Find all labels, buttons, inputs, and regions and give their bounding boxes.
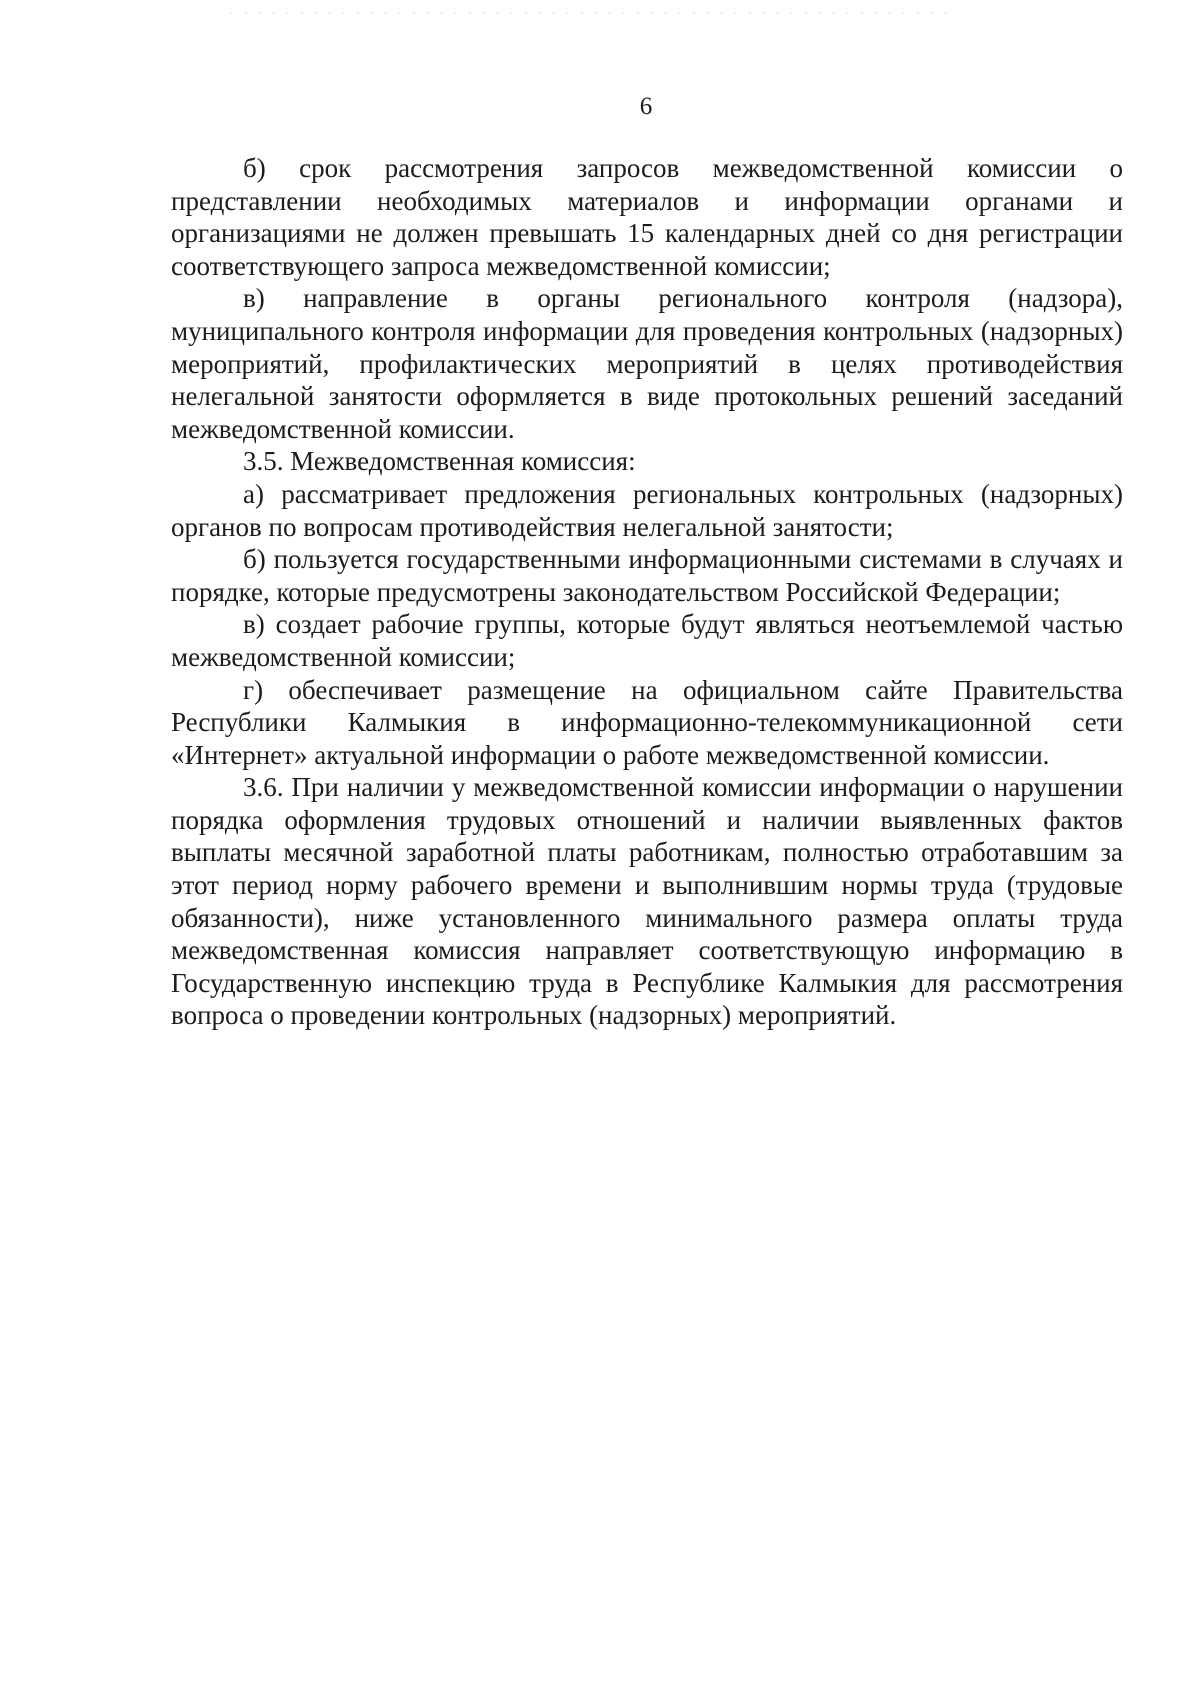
scan-edge-artifact — [230, 12, 950, 14]
page-number: 6 — [639, 93, 653, 120]
paragraph-3-4-b: б) срок рассмотрения запросов межведомственной комиссии о представлении необходимых материалов и информации органами и организациями не должен превышать 15 календарных дней со дня регистрации соответствующего запроса межведомственной комиссии; — [171, 153, 1123, 281]
paragraph-3-5-v: в) создает рабочие группы, которые будут являться неотъемлемой частью межведомственной комиссии; — [171, 609, 1123, 672]
paragraph-3-5-g: г) обеспечивает размещение на официальном сайте Правительства Республики Калмыкия в информационно-телекоммуникационной сети «Интернет» актуальной информации о работе межведомственной комиссии. — [171, 674, 1123, 770]
paragraph-3-4-v: в) направление в органы регионального контроля (надзора), муниципального контроля информации для проведения контрольных (надзорных) мероприятий, профилактических мероприятий в целях противодействия нелегальной занятости оформляется в виде протокольных решений заседаний межведомственной комиссии. — [171, 283, 1123, 444]
paragraph-3-5-b: б) пользуется государственными информационными системами в случаях и порядке, которые предусмотрены законодательством Российской Федерации; — [171, 544, 1123, 607]
document-body — [171, 152, 1123, 1032]
section-3-5-heading: 3.5. Межведомственная комиссия: — [243, 446, 636, 477]
paragraph-3-5-a: а) рассматривает предложения региональных контрольных (надзорных) органов по вопросам противодействия нелегальной занятости; — [171, 478, 1123, 542]
section-3-6-paragraph: 3.6. При наличии у межведомственной комиссии информации о нарушении порядка оформления трудовых отношений и наличии выявленных фактов выплаты месячной заработной платы работникам, полностью отработавшим за этот период норму рабочего времени и выполнившим нормы труда (трудовые обязанности), ниже установленного минимального размера оплаты труда межведомственная комиссия направляет соответствующую информацию в Государственную инспекцию труда в Республике Калмыкия для рассмотрения вопроса о проведении контрольных (надзорных) мероприятий. — [171, 772, 1123, 1031]
